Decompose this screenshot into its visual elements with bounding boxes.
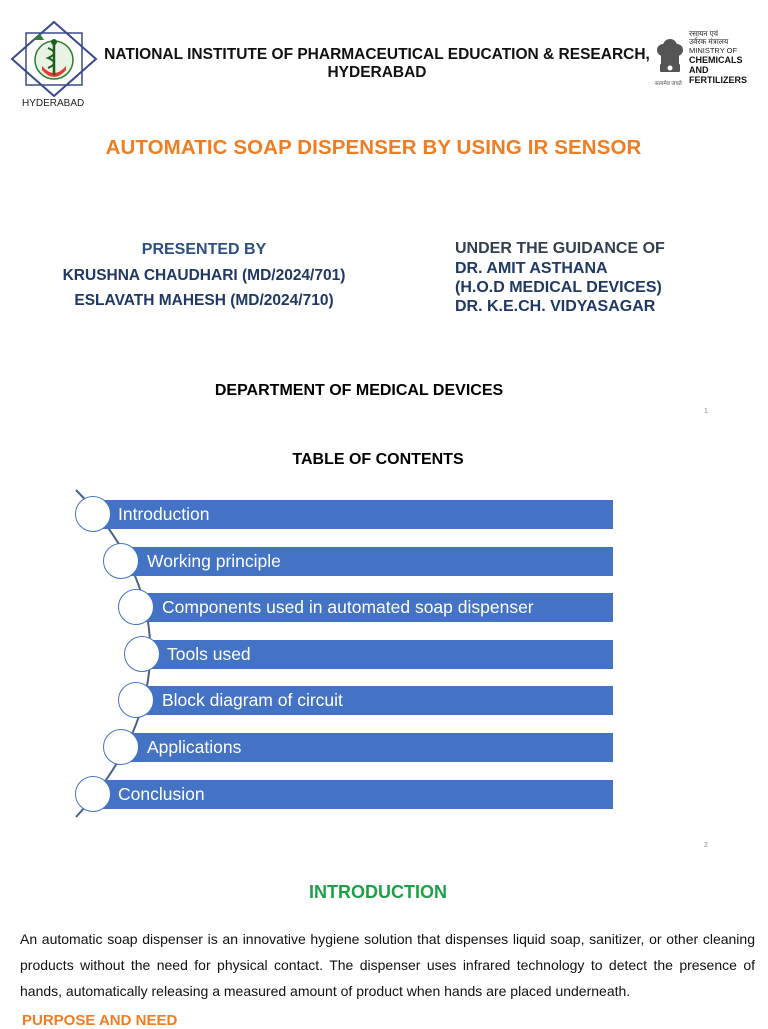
toc-item-block-diagram[interactable] (139, 686, 613, 715)
toc-title: TABLE OF CONTENTS (292, 451, 464, 468)
toc-bullet-circle (118, 682, 154, 718)
page-number: 2 (704, 842, 708, 849)
toc-item-conclusion[interactable] (95, 780, 613, 809)
ministry-motto: सत्यमेव जयते (655, 81, 682, 87)
toc-item-tools-used[interactable] (144, 640, 613, 669)
toc-item-introduction[interactable] (95, 500, 613, 529)
toc-item-label: Components used in automated soap dispenser (162, 597, 534, 617)
introduction-paragraph: An automatic soap dispenser is an innovative hygiene solution that dispenses liquid soap, sanitizer, or other cleaning products without the need for physical contact. The dispenser uses infrared technology to detect the presence of hands, automatically releasing a measured amount of product when hands are placed underneath. (20, 931, 755, 999)
purpose-heading: PURPOSE AND NEED (22, 1012, 178, 1029)
niper-logo (10, 20, 98, 98)
toc-bullet-circle (75, 496, 111, 532)
guide-designation: (H.O.D MEDICAL DEVICES) (455, 279, 662, 296)
toc-item-applications[interactable] (124, 733, 613, 762)
student-name: ESLAVATH MAHESH (MD/2024/710) (74, 292, 334, 309)
toc-bullet-circle (124, 636, 160, 672)
ministry-line1: MINISTRY OF (689, 45, 738, 55)
presented-by-heading: PRESENTED BY (141, 241, 267, 258)
toc-item-working-principle[interactable] (124, 547, 613, 576)
toc-item-label: Tools used (167, 644, 251, 664)
logo-caption: HYDERABAD (22, 98, 85, 109)
introduction-heading: INTRODUCTION (309, 882, 447, 902)
toc-item-label: Conclusion (118, 784, 205, 804)
toc-item-label: Applications (147, 737, 242, 757)
guide-name: DR. AMIT ASTHANA (455, 260, 608, 277)
guide-name: DR. K.E.CH. VIDYASAGAR (455, 298, 656, 315)
toc-item-label: Introduction (118, 504, 210, 524)
ministry-hindi-line1: रसायन एवं (689, 29, 718, 38)
student-name: KRUSHNA CHAUDHARI (MD/2024/701) (62, 267, 346, 284)
toc-bullet-circle (75, 776, 111, 812)
guidance-heading: UNDER THE GUIDANCE OF (455, 240, 665, 257)
institute-name (92, 46, 662, 82)
toc-item-label: Block diagram of circuit (162, 690, 343, 710)
toc-item-label: Working principle (147, 551, 281, 571)
toc-item-components[interactable] (139, 593, 613, 622)
ministry-text (689, 30, 768, 85)
toc-bullet-circle (103, 729, 139, 765)
presentation-title: AUTOMATIC SOAP DISPENSER BY USING IR SENSOR (105, 136, 642, 159)
page-number: 1 (704, 408, 708, 415)
department-name: DEPARTMENT OF MEDICAL DEVICES (214, 382, 504, 399)
toc-bullet-circle (118, 589, 154, 625)
institute-name-line1: NATIONAL INSTITUTE OF PHARMACEUTICAL EDUCATION & RESEARCH, (104, 46, 650, 63)
institute-name-line2: HYDERABAD (327, 64, 427, 81)
ministry-hindi-line2: उर्वरक मंत्रालय (689, 37, 729, 47)
toc-bullet-circle (103, 543, 139, 579)
ministry-line2: CHEMICALS (689, 55, 743, 66)
ministry-line3: AND FERTILIZERS (689, 65, 747, 86)
